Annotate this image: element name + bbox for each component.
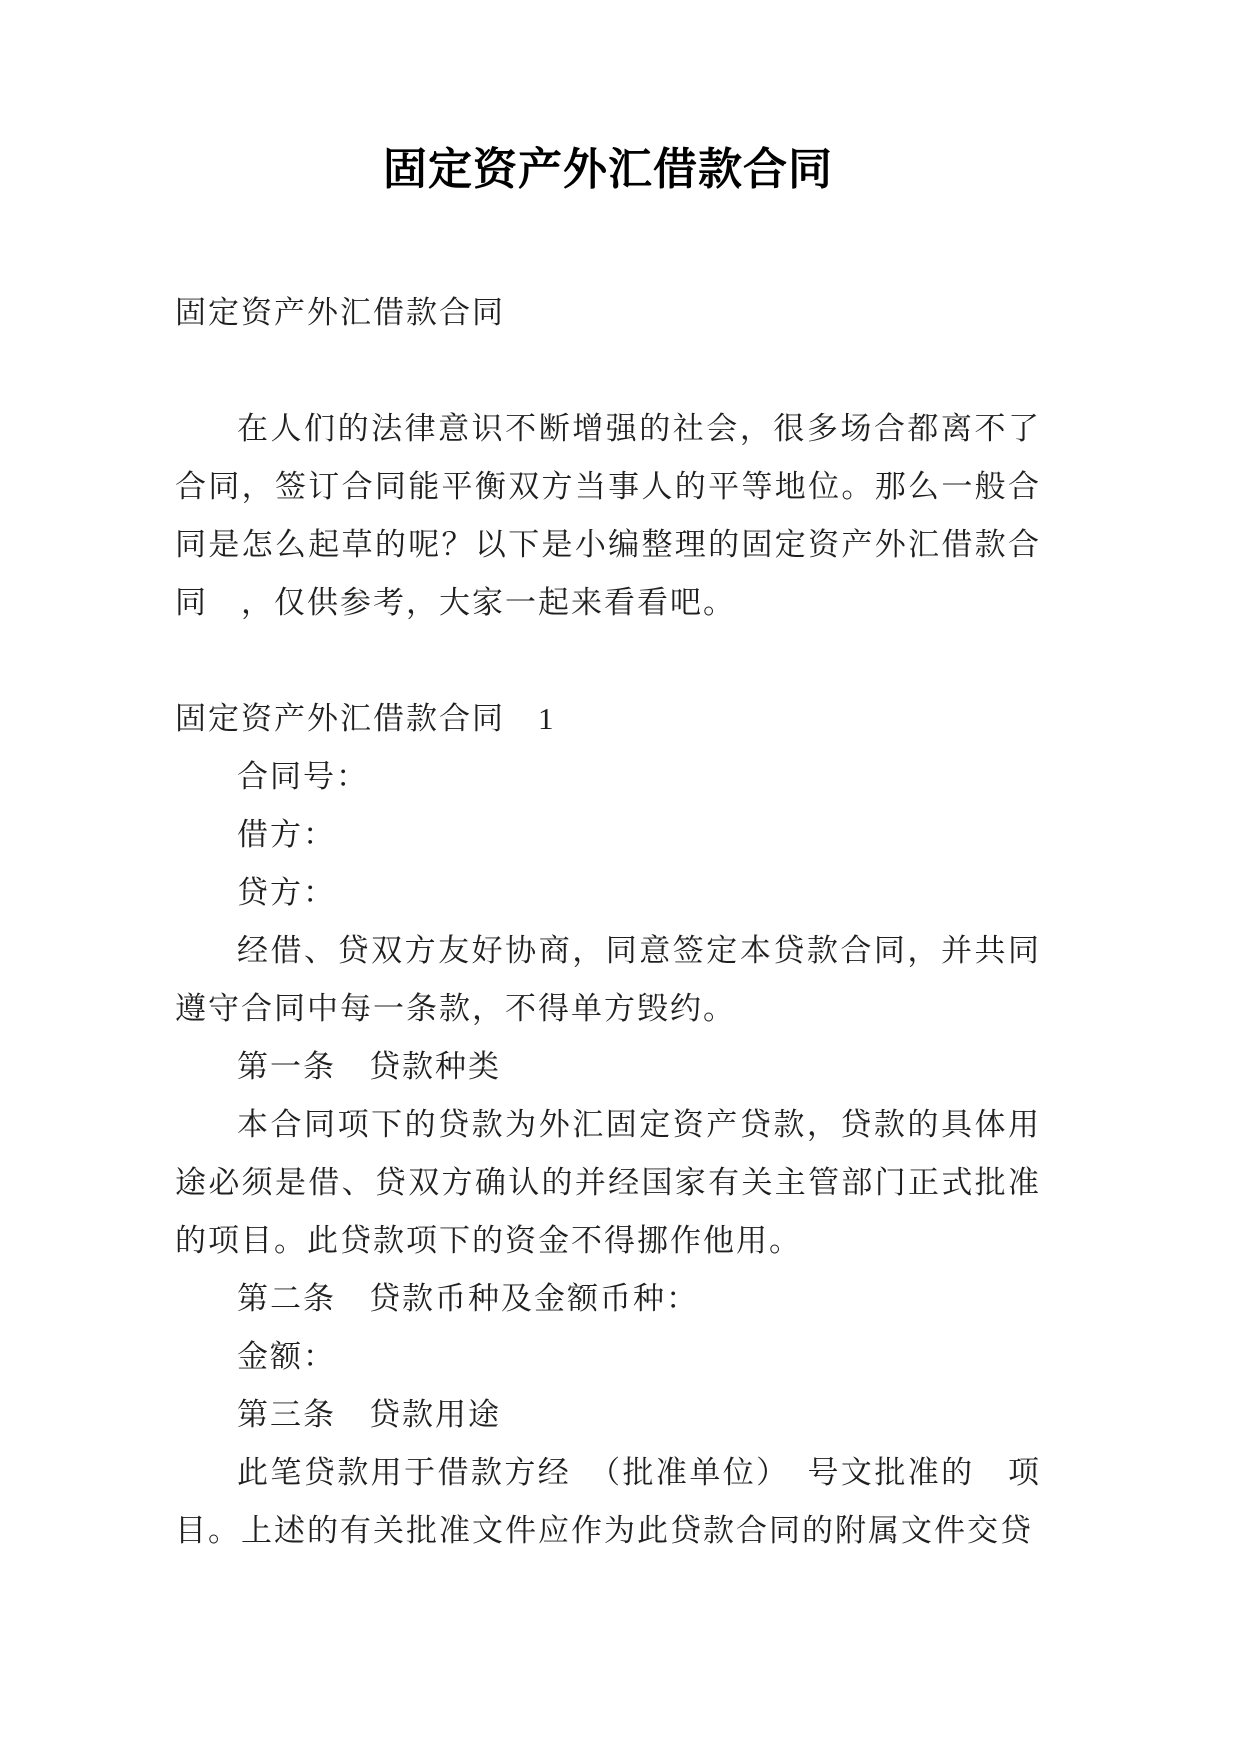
paragraph: 借方： bbox=[237, 817, 336, 852]
paragraph: 第二条 贷款币种及金额币种： bbox=[237, 1281, 699, 1316]
paragraph: 固定资产外汇借款合同 bbox=[175, 295, 505, 330]
paragraph: 第三条 贷款用途 bbox=[237, 1397, 501, 1432]
paragraph: 经借、贷双方友好协商，同意签定本贷款合同，并共同遵守合同中每一条款，不得单方毁约。 bbox=[175, 933, 1041, 1026]
paragraph: 此笔贷款用于借款方经 （批准单位） 号文批准的 项目。上述的有关批准文件应作为此贷款合同的附属文件交贷 bbox=[175, 1455, 1041, 1548]
paragraph: 金额： bbox=[237, 1339, 336, 1374]
paragraph: 第一条 贷款种类 bbox=[237, 1049, 501, 1084]
document-title: 固定资产外汇借款合同 bbox=[383, 145, 833, 194]
paragraph: 合同号： bbox=[237, 759, 369, 794]
paragraph: 本合同项下的贷款为外汇固定资产贷款，贷款的具体用途必须是借、贷双方确认的并经国家有关主管部门正式批准的项目。此贷款项下的资金不得挪作他用。 bbox=[175, 1107, 1041, 1258]
paragraph: 在人们的法律意识不断增强的社会，很多场合都离不了合同，签订合同能平衡双方当事人的平等地位。那么一般合同是怎么起草的呢？以下是小编整理的固定资产外汇借款合同 ，仅供参考，大家一起来看看吧。 bbox=[175, 411, 1041, 620]
document-body bbox=[175, 284, 1041, 1560]
paragraph: 贷方： bbox=[237, 875, 336, 910]
paragraph: 固定资产外汇借款合同 1 bbox=[175, 701, 556, 736]
